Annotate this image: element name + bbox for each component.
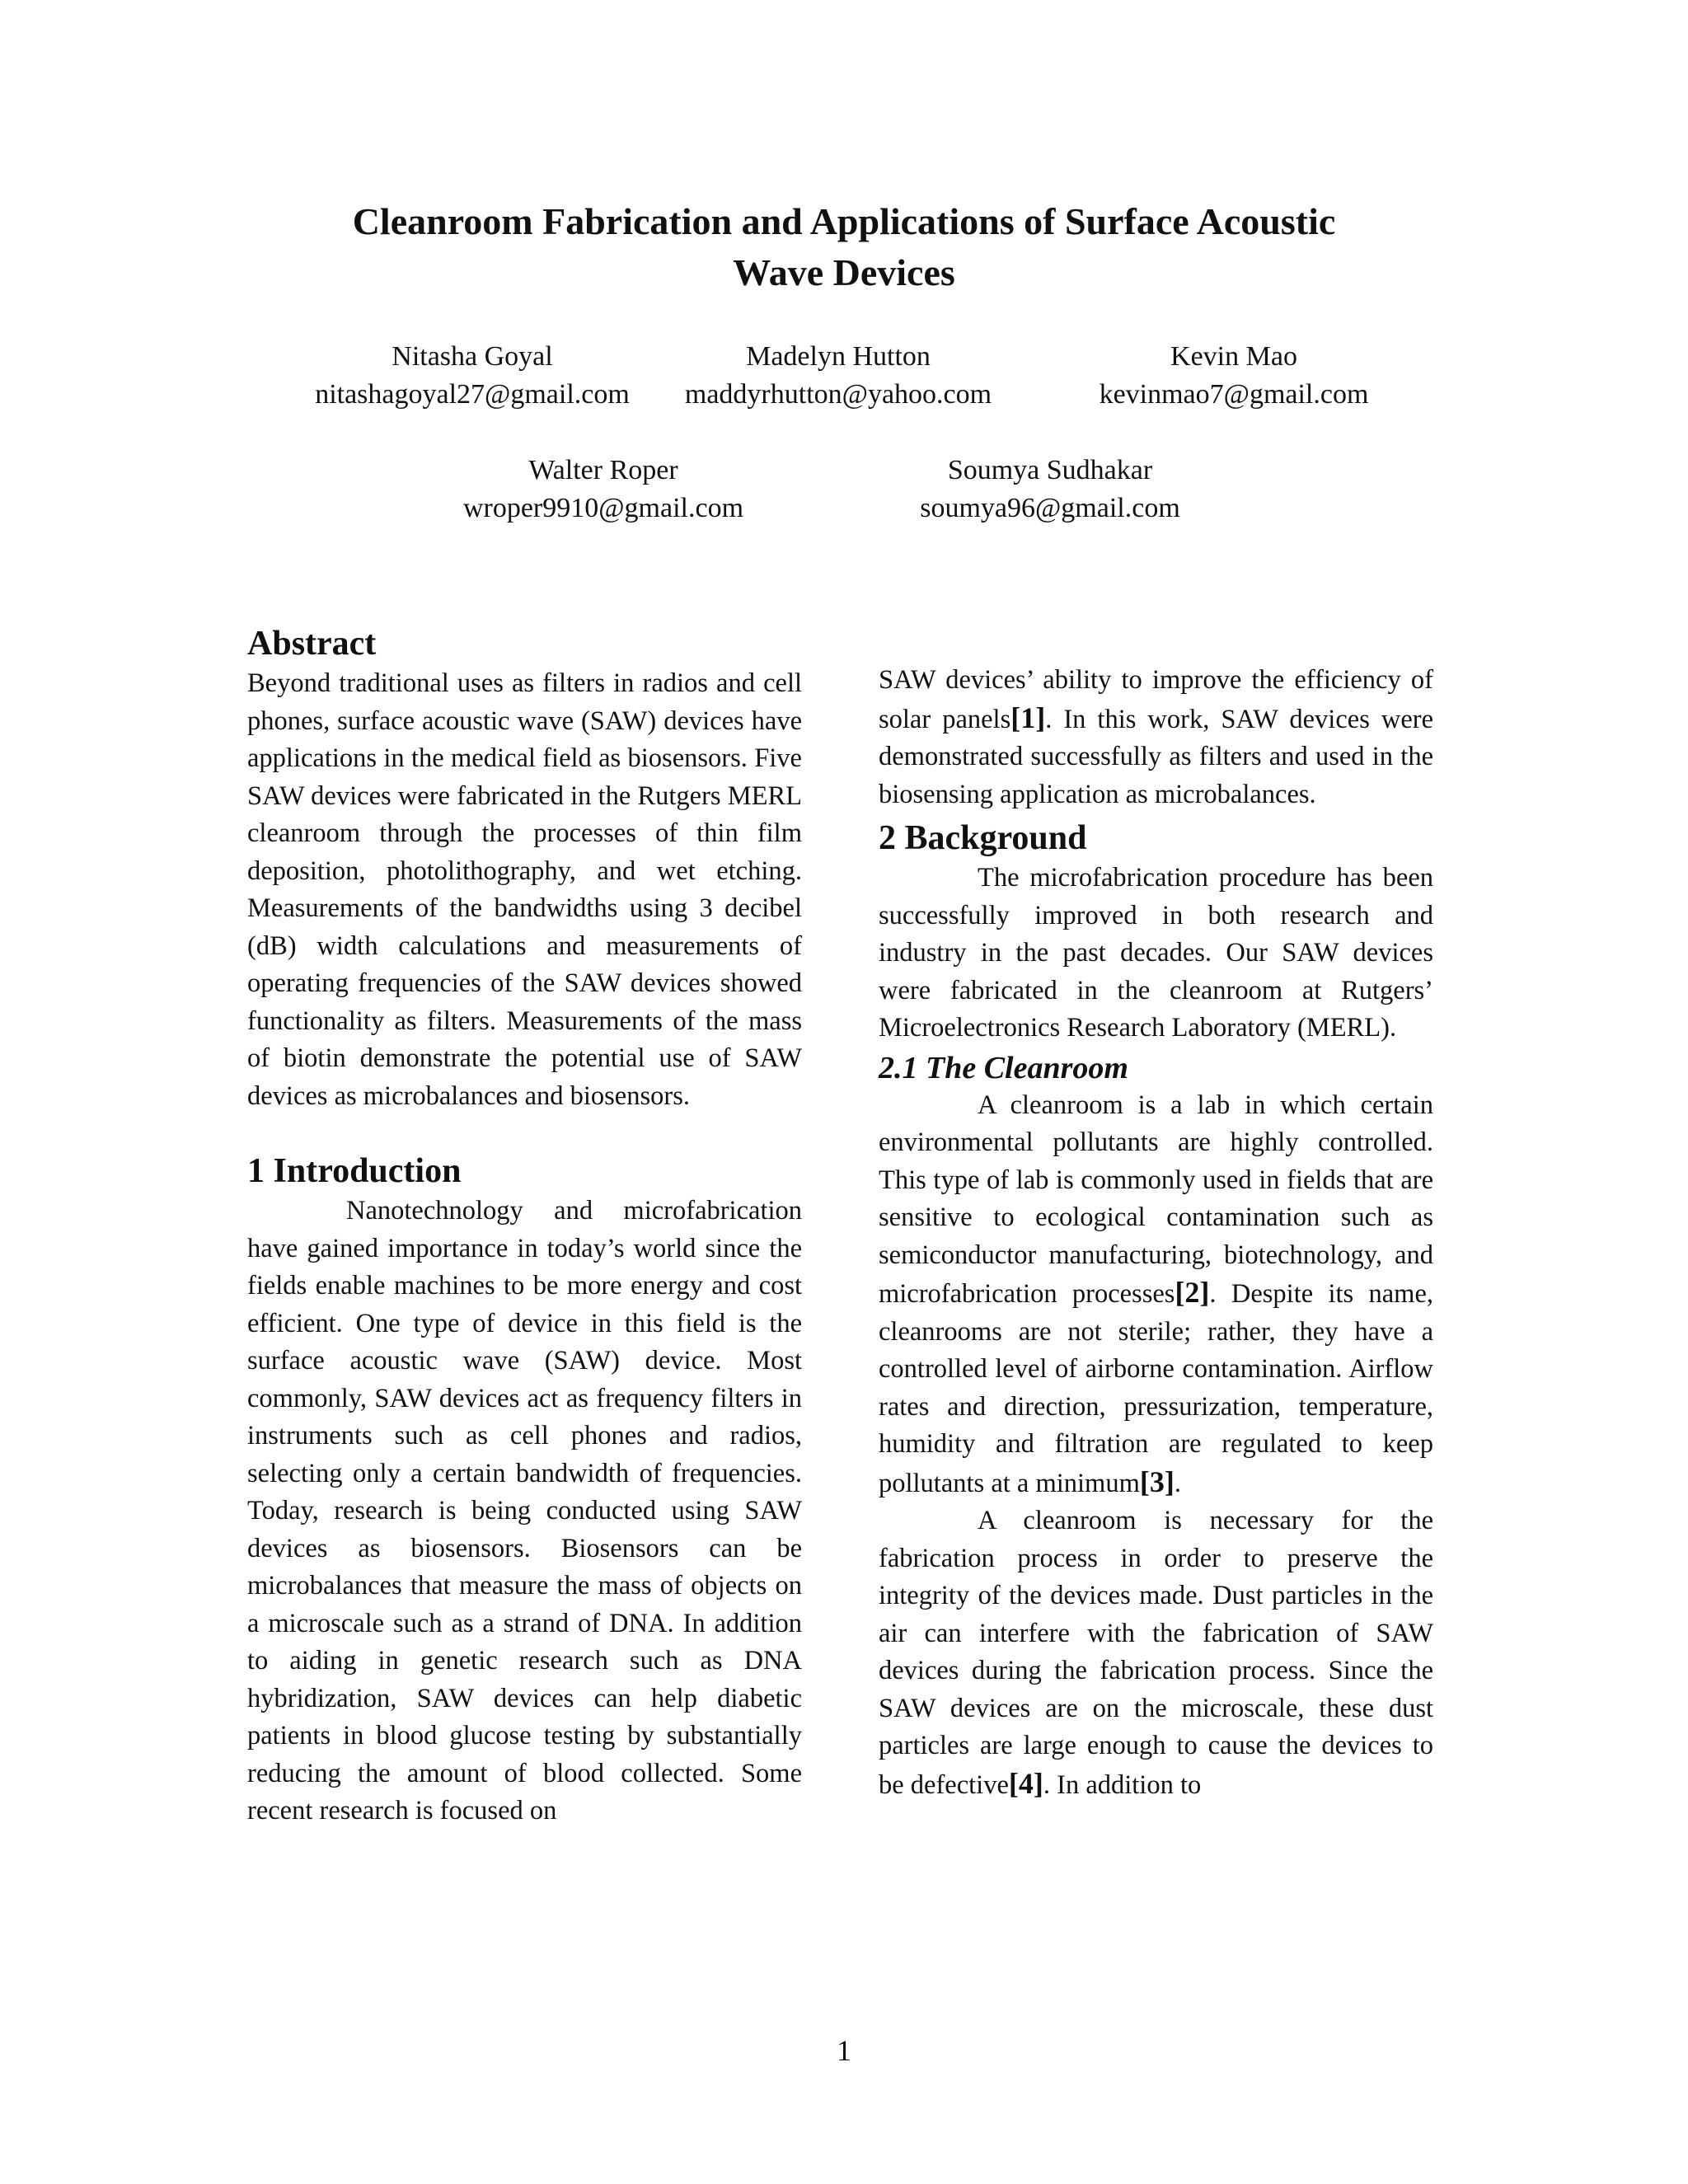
cleanroom-paragraph-1 — [879, 1087, 1433, 1503]
author-block — [1020, 338, 1448, 414]
cleanroom-heading: 2.1 The Cleanroom — [879, 1050, 1128, 1085]
abstract-heading: Abstract — [247, 625, 377, 663]
author-name: Nitasha Goyal — [392, 341, 553, 372]
introduction-text: Nanotechnology and microfabrication have gained importance in today’s world since the fields enable machines to be more energy and cost efficient. One type of device in this field is the surface acoustic wave (SAW) device. Most commonly, SAW devices act as frequency filters in instruments such as cell phones and radios, selecting only a certain bandwidth of frequencies. Today, research is being conducted using SAW devices as biosensors. Biosensors can be microbalances that measure the mass of objects on a microscale such as a strand of DNA. In addition to aiding in genetic research such as DNA hybridization, SAW devices can help diabetic patients in blood glucose testing by substantially reducing the amount of blood collected. Some recent research is focused on — [247, 1196, 802, 1825]
citation-1: [1] — [1010, 701, 1046, 734]
author-email: maddyrhutton@yahoo.com — [684, 379, 992, 410]
text-run: . Despite its name, cleanrooms are not sterile; rather, they have a controlled level of airborne contamination. Airflow rates and direction, pressurization, temperature, humidity and filtration are regulated to keep pollutants at a minimum — [879, 1279, 1433, 1498]
abstract-text: Beyond traditional uses as filters in radios and cell phones, surface acoustic wave (SAW) devices have applications in the medical field as biosensors. Five SAW devices were fabricated in the Rutgers MERL cleanroom through the processes of thin film deposition, photolithography, and wet etching. Measurements of the bandwidths using 3 decibel (dB) width calculations and measurements of operating frequencies of the SAW devices showed functionality as filters. Measurements of the mass of biotin demonstrate the potential use of SAW devices as microbalances and biosensors. — [247, 668, 802, 1111]
text-run: A cleanroom is a lab in which certain environmental pollutants are highly controlled. This type of lab is commonly used in fields that are sensitive to ecological contamination such as semiconductor manufacturing, biotechnology, and microfabrication processes — [879, 1090, 1433, 1309]
paper-title — [247, 196, 1441, 298]
author-name: Kevin Mao — [1170, 341, 1297, 372]
introduction-continued — [879, 662, 1433, 813]
paper-title-line-1: Cleanroom Fabrication and Applications of Surface Acoustic — [352, 200, 1336, 242]
citation-2: [2] — [1175, 1276, 1210, 1309]
text-run: . In this work, SAW devices were demonstrated successfully as filters and used in the biosensing application as microbalances. — [879, 704, 1433, 809]
right-column — [879, 662, 1433, 1804]
background-text: The microfabrication procedure has been successfully improved in both research and industry in the past decades. Our SAW devices were fabricated in the cleanroom at Rutgers’ Microelectronics Research Laboratory (MERL). — [879, 863, 1433, 1043]
author-block — [389, 452, 818, 527]
page-number: 1 — [837, 2034, 851, 2067]
text-run: . In addition to — [1043, 1769, 1202, 1800]
text-run: SAW devices’ ability to improve the efficiency of solar panels — [879, 665, 1433, 734]
author-name: Madelyn Hutton — [746, 341, 931, 372]
author-block — [258, 338, 687, 414]
author-email: kevinmao7@gmail.com — [1099, 379, 1369, 410]
author-block — [624, 338, 1053, 414]
author-block — [836, 452, 1264, 527]
left-column — [247, 622, 802, 1830]
text-run: A cleanroom is necessary for the fabrication process in order to preserve the integrity of the devices made. Dust particles in the air can interfere with the fabrication of SAW devices during the fabrication process. Since the SAW devices are on the microscale, these dust particles are large enough to cause the devices to be defective — [879, 1506, 1433, 1800]
author-email: wroper9910@gmail.com — [462, 493, 744, 523]
author-email: soumya96@gmail.com — [920, 493, 1180, 523]
author-email: nitashagoyal27@gmail.com — [315, 379, 630, 410]
author-name: Walter Roper — [528, 455, 678, 485]
citation-4: [4] — [1008, 1766, 1043, 1800]
paper-title-line-2: Wave Devices — [733, 251, 955, 293]
citation-3: [3] — [1139, 1465, 1175, 1498]
text-run: . — [1174, 1468, 1181, 1498]
author-name: Soumya Sudhakar — [947, 455, 1153, 485]
cleanroom-paragraph-2 — [879, 1502, 1433, 1804]
introduction-heading: 1 Introduction — [247, 1152, 462, 1190]
background-heading: 2 Background — [879, 819, 1087, 857]
